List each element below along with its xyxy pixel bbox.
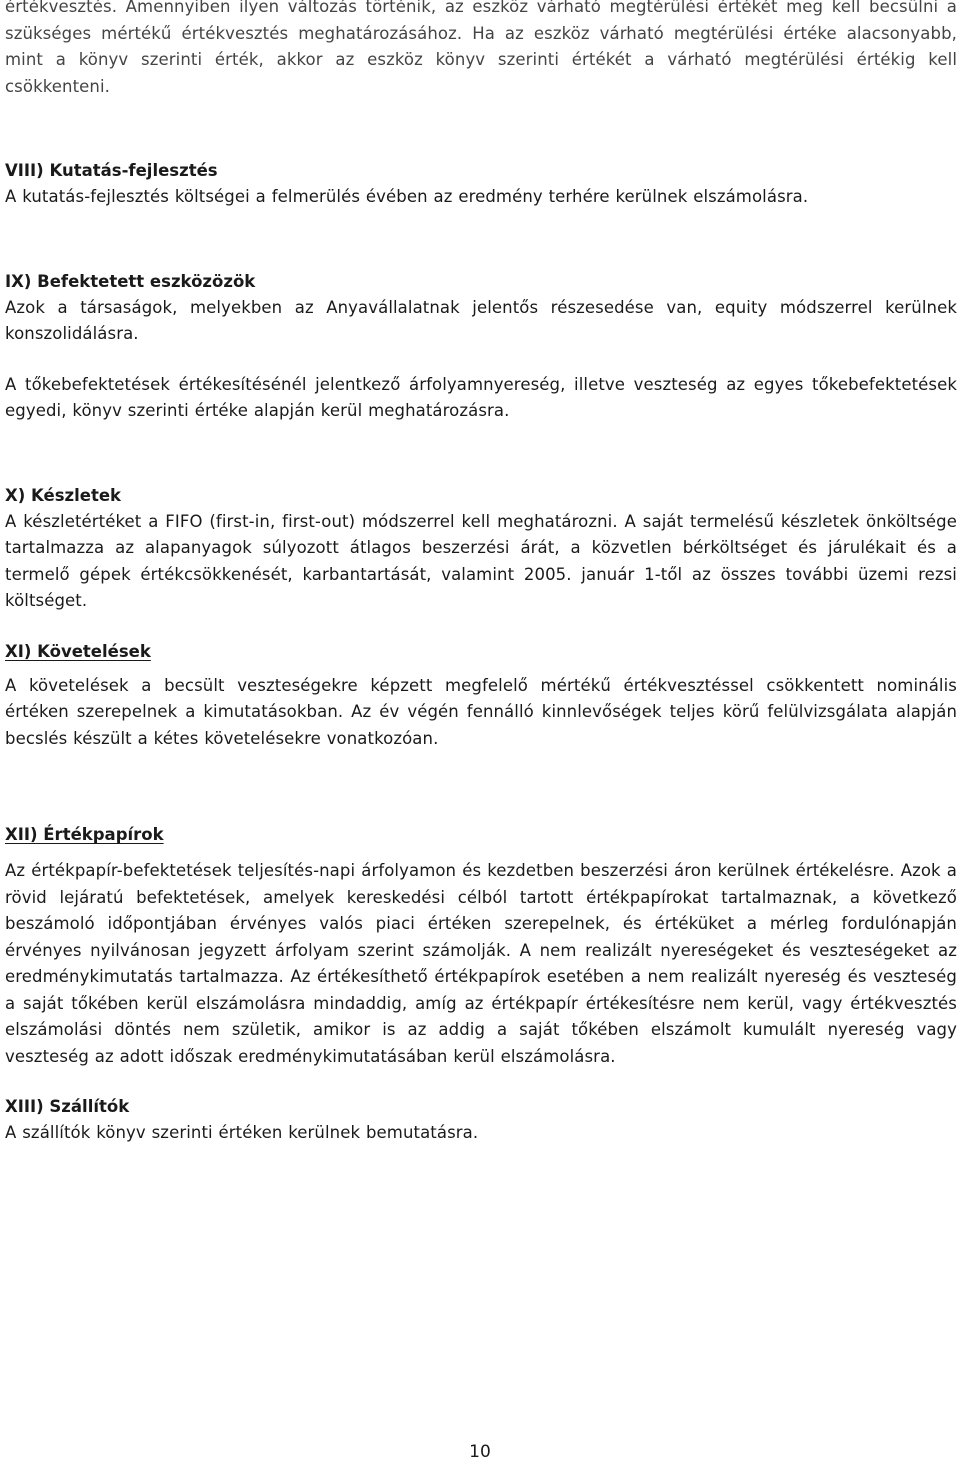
section-paragraph: A készletértéket a FIFO (first-in, first-out) módszerrel kell meghatározni. A saját termelésű készletek önköltsége tartalmazza az alapanyagok súlyozott átlagos beszerzési árát, a közvetlen bérköltséget és járulékait és a termelő gépek értékcsökkenését, karbantartását, valamint 2005. január 1-től az összes további üzemi rezsi költséget.	[5, 511, 957, 610]
section-paragraph: A tőkebefektetések értékesítésénél jelentkező árfolyamnyereség, illetve veszteség az egyes tőkebefektetések egyedi, könyv szerinti értéke alapján kerül meghatározásra.	[5, 374, 957, 420]
section-kovetelesek	[5, 639, 957, 753]
section-heading: XIII) Szállítók	[5, 1097, 130, 1116]
section-befektetett-eszkozok	[5, 269, 957, 425]
section-keszletek	[5, 483, 957, 615]
section-heading: IX) Befektetett eszközözök	[5, 271, 256, 291]
section-szallitok	[5, 1094, 957, 1147]
section-heading: X) Készletek	[5, 485, 122, 505]
section-paragraph: A szállítók könyv szerinti értéken kerülnek bemutatásra.	[5, 1123, 479, 1142]
document-page	[5, 0, 957, 1147]
section-paragraph: A követelések a becsült veszteségekre képzett megfelelő mértékű értékvesztéssel csökkentett nominális értéken szerepelnek a kimutatásokban. Az év végén fennálló kinnlevőségek teljes körű felülvizsgálata alapján becslés készült a kétes követelésekre vonatkozóan.	[5, 675, 957, 748]
section-heading: XII) Értékpapírok	[5, 825, 164, 844]
section-heading: VIII) Kutatás-fejlesztés	[5, 161, 218, 180]
intro-paragraph: értékvesztés. Amennyiben ilyen változás történik, az eszköz várható megtérülési értékét meg kell becsülni a szükséges mértékű értékvesztés meghatározásához. Ha az eszköz várható megtérülési értéke alacsonyabb, mint a könyv szerinti érték, akkor az eszköz könyv szerinti értékét a várható megtérülési értékig kell csökkenteni.	[5, 0, 957, 96]
section-paragraph: Azok a társaságok, melyekben az Anyavállalatnak jelentős részesedése van, equity módszerrel kerülnek konszolidálásra.	[5, 297, 957, 343]
section-paragraph: Az értékpapír-befektetések teljesítés-napi árfolyamon és kezdetben beszerzési áron kerülnek értékelésre. Azok a rövid lejáratú befektetések, amelyek kereskedési célból tartott értékpapírokat tartalmaznak, a következő beszámoló időpontjában érvényes valós piaci értéken szerepelnek, és értéküket a mérleg fordulónapján érvényes nyilvánosan jegyzett árfolyam szerint számolják. A nem realizált nyereségeket és veszteségeket az eredménykimutatás tartalmazza. Az értékesíthető értékpapírok esetében a nem realizált nyereség és veszteség a saját tőkében kerül elszámolásra mindaddig, amíg az értékpapír értékesítésre nem kerül, vagy értékvesztés elszámolási döntés nem születik, amikor is az addig a saját tőkében elszámolt kumulált nyereség vagy veszteség az adott időszak eredménykimutatásában kerül elszámolásra.	[5, 861, 957, 1066]
page-number: 10	[469, 1442, 491, 1462]
section-kutatas-fejlesztes	[5, 158, 957, 211]
section-ertekpapirok	[5, 822, 957, 1070]
section-paragraph: A kutatás-fejlesztés költségei a felmerülés évében az eredmény terhére kerülnek elszámolásra.	[5, 187, 809, 206]
section-heading: XI) Követelések	[5, 641, 151, 661]
